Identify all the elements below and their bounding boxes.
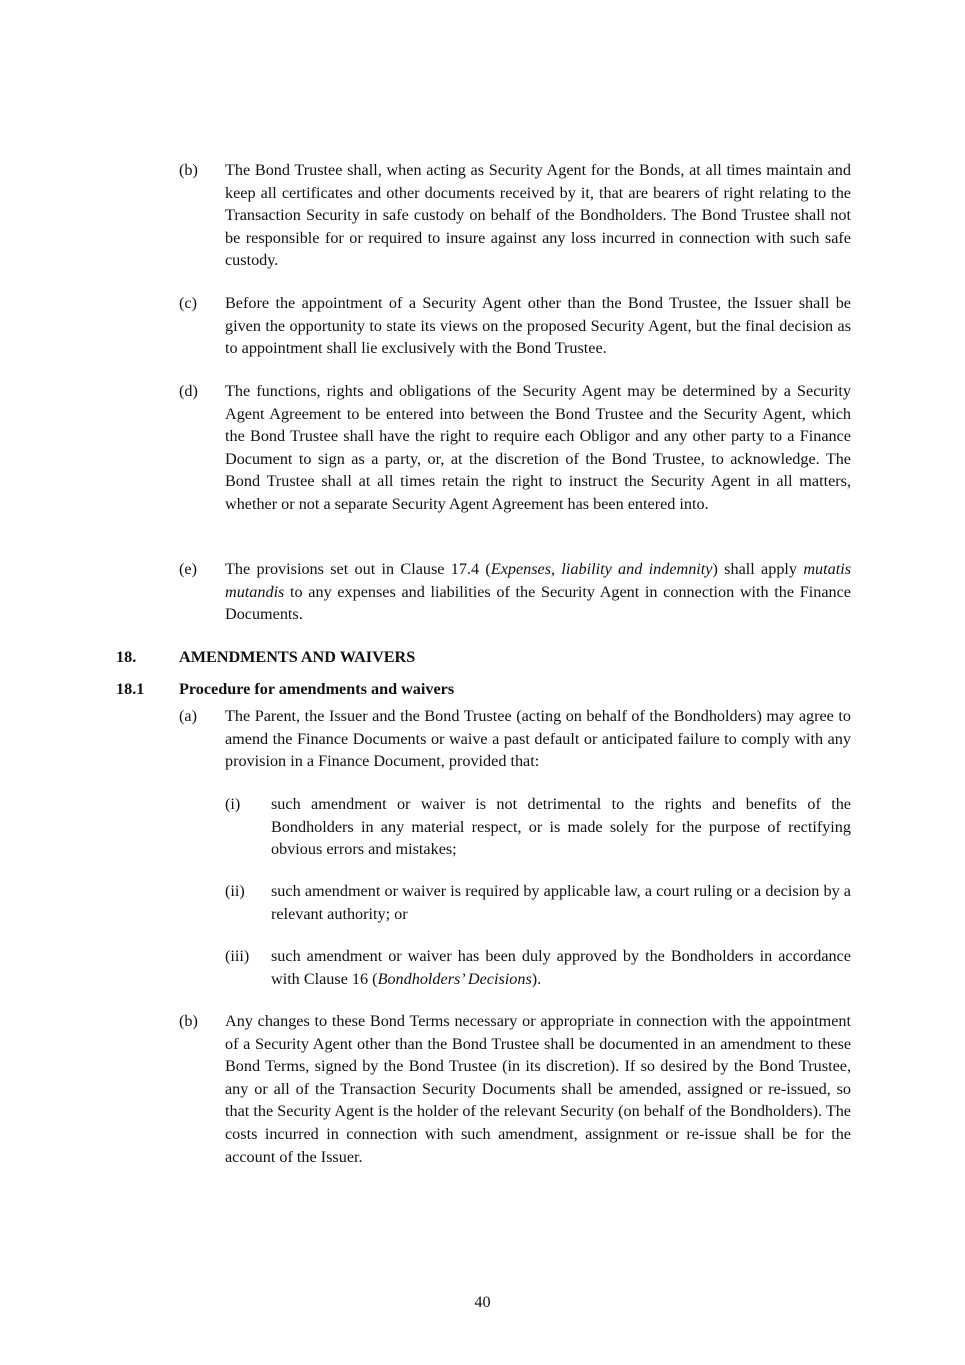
subsection-title: Procedure for amendments and waivers [179,680,455,698]
section-title: AMENDMENTS AND WAIVERS [179,648,416,666]
item-text: The functions, rights and obligations of the Security Agent may be determined by a Security Agent Agreement to be entered into between the Bond Trustee and the Security Agent, which the Bond Trustee shall have the right to require each Obligor and any other party to a Finance Document to sign as a party, or, at the discretion of the Bond Trustee, to acknowledge. The Bond Trustee shall at all times retain the right to instruct the Security Agent in all matters, whether or not a separate Security Agent Agreement has been entered into. [225,382,851,513]
clause-item-b [179,159,851,272]
procedure-subitem-i [225,793,851,861]
subsection-number: 18.1 [116,680,145,698]
procedure-item-b [179,1010,851,1168]
procedure-item-a [179,705,851,773]
item-text: The Bond Trustee shall, when acting as Security Agent for the Bonds, at all times maintain and keep all certificates and other documents received by it, that are bearers of right relating to the Transaction Security in safe custody on behalf of the Bondholders. The Bond Trustee shall not be responsible for or required to insure against any loss incurred in connection with such safe custody. [225,161,851,270]
clause-item-e [179,558,851,626]
item-text [225,558,851,626]
text-run: The provisions set out in Clause 17.4 ( [225,560,491,578]
item-label: (e) [179,560,197,578]
section-number: 18. [116,648,137,666]
procedure-subitem-iii [225,945,851,990]
subitem-label: (iii) [225,947,250,965]
item-text: The Parent, the Issuer and the Bond Trustee (acting on behalf of the Bondholders) may agree to amend the Finance Documents or waive a past default or anticipated failure to comply with any provision in a Finance Document, provided that: [225,707,851,771]
page-number: 40 [474,1293,491,1311]
item-label: (c) [179,294,197,312]
italic-reference: Expenses, liability and indemnity [490,560,713,578]
text-run: ) shall apply [712,560,804,578]
item-label: (b) [179,1012,198,1030]
subitem-label: (ii) [225,882,245,900]
item-label: (a) [179,707,197,725]
text-run: to any expenses and liabilities of the Security Agent in connection with the Finance Documents. [225,582,851,624]
item-label: (b) [179,161,198,179]
clause-item-c [179,292,851,360]
item-text: Before the appointment of a Security Agent other than the Bond Trustee, the Issuer shall be given the opportunity to state its views on the proposed Security Agent, but the final decision as to appointment shall lie exclusively with the Bond Trustee. [225,294,851,358]
italic-reference: Bondholders’ Decisions [377,969,532,988]
item-label: (d) [179,382,198,400]
subitem-text: such amendment or waiver is not detrimental to the rights and benefits of the Bondholders in any material respect, or is made solely for the purpose of rectifying obvious errors and mistakes; [271,795,851,859]
subsection-heading [116,678,454,701]
section-heading [116,646,415,669]
italic-phrase: mutatis mutandis [225,560,852,601]
procedure-subitem-ii [225,880,851,925]
text-run: such amendment or waiver has been duly approved by the Bondholders in accordance with Clause 16 ( [271,947,851,988]
subitem-text: such amendment or waiver is required by applicable law, a court ruling or a decision by a relevant authority; or [271,882,851,923]
subitem-text [271,945,851,990]
text-run: ). [531,969,542,988]
subitem-label: (i) [225,795,241,813]
clause-item-d [179,380,851,516]
item-text: Any changes to these Bond Terms necessary or appropriate in connection with the appointment of a Security Agent other than the Bond Trustee shall be documented in an amendment to these Bond Terms, signed by the Bond Trustee (in its discretion). If so desired by the Bond Trustee, any or all of the Transaction Security Documents shall be amended, assigned or re-issued, so that the Security Agent is the holder of the relevant Security (on behalf of the Bondholders). The costs incurred in connection with such amendment, assignment or re-issue shall be for the account of the Issuer. [225,1012,851,1166]
